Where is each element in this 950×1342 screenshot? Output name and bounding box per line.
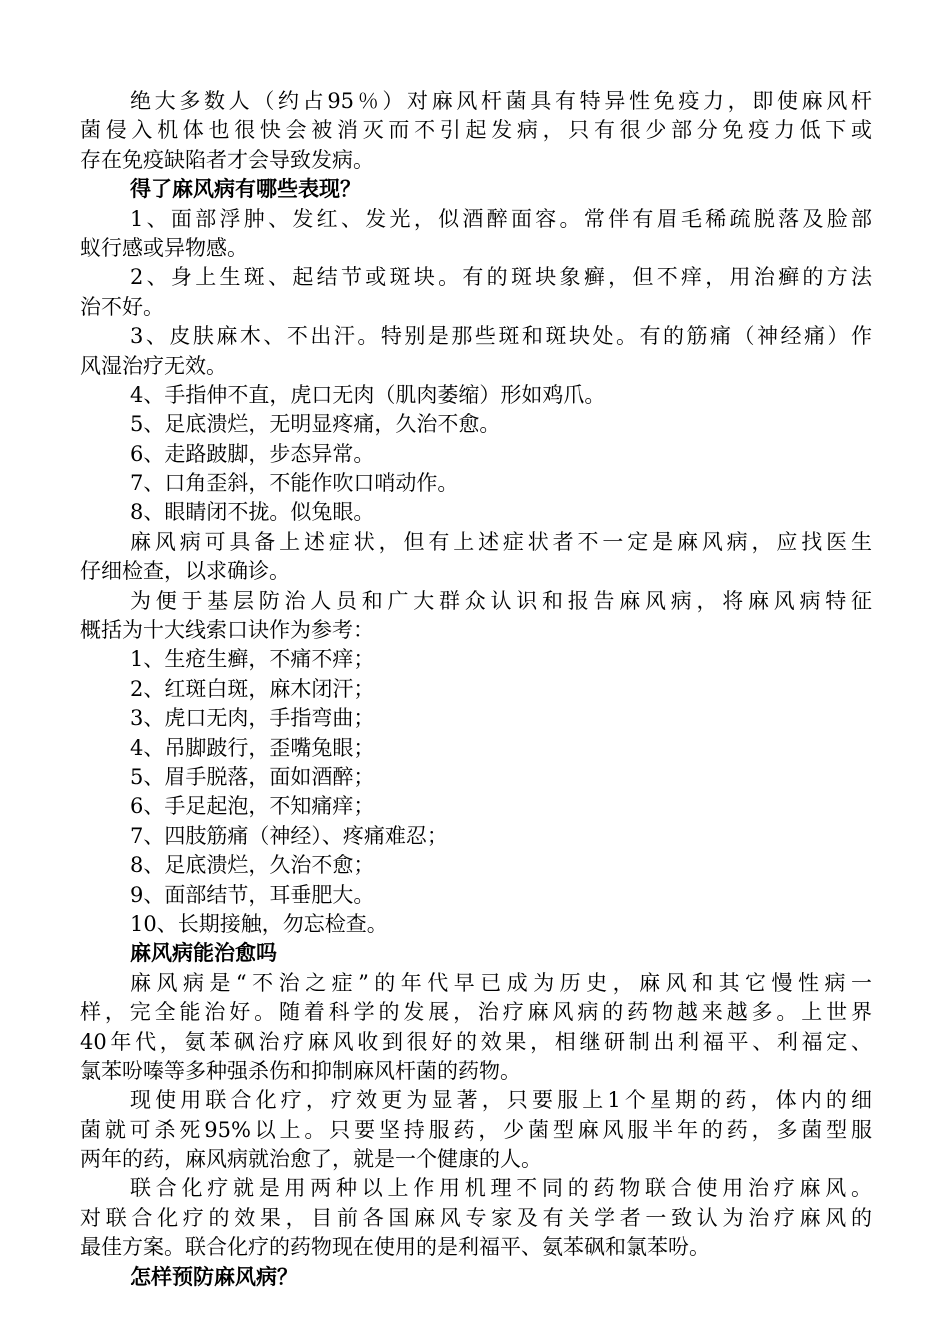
paragraph-line: 氯苯吩嗪等多种强杀伤和抑制麻风杆菌的药物。 (80, 1058, 521, 1083)
mnemonic-item: 7、四肢筋痛（神经）、疼痛难忍； (130, 823, 448, 848)
mnemonic-item: 9、面部结节，耳垂肥大。 (130, 882, 375, 907)
symptom-line: 蚁行感或异物感。 (80, 235, 248, 260)
mnemonic-item: 4、吊脚跛行，歪嘴兔眼； (130, 735, 375, 760)
mnemonic-item: 6、手足起泡，不知痛痒； (130, 794, 375, 819)
paragraph-line: 概括为十大线索口诀作为参考： (80, 618, 374, 643)
paragraph-line: 存在免疫缺陷者才会导致发病。 (80, 147, 374, 172)
paragraph-line: 两年的药，麻风病就治愈了，就是一个健康的人。 (80, 1147, 542, 1172)
mnemonic-item: 10、长期接触，勿忘检查。 (130, 911, 388, 936)
paragraph-line: 联合化疗就是用两种以上作用机理不同的药物联合使用治疗麻风。 (130, 1176, 872, 1201)
paragraph-line: 40年代，氨苯砜治疗麻风收到很好的效果，相继研制出利福平、利福定、 (80, 1029, 872, 1054)
symptom-line: 3、皮肤麻木、不出汗。特别是那些斑和斑块处。有的筋痛（神经痛）作 (130, 324, 872, 349)
symptom-line: 5、足底溃烂，无明显疼痛，久治不愈。 (130, 412, 501, 437)
symptom-line: 1、面部浮肿、发红、发光，似酒醉面容。常伴有眉毛稀疏脱落及脸部 (130, 206, 872, 231)
symptom-line: 风湿治疗无效。 (80, 353, 227, 378)
paragraph-line: 样，完全能治好。随着科学的发展，治疗麻风病的药物越来越多。上世界 (80, 1000, 872, 1025)
section-heading-symptoms: 得了麻风病有哪些表现？ (130, 177, 361, 202)
paragraph-line: 为便于基层防治人员和广大群众认识和报告麻风病，将麻风病特征 (130, 588, 872, 613)
paragraph-line: 麻风病可具备上述症状，但有上述症状者不一定是麻风病，应找医生 (130, 529, 872, 554)
section-heading-prevention: 怎样预防麻风病？ (130, 1264, 298, 1289)
symptom-line: 4、手指伸不直，虎口无肉（肌肉萎缩）形如鸡爪。 (130, 382, 606, 407)
document-page (80, 87, 872, 1292)
mnemonic-item: 8、足底溃烂，久治不愈； (130, 853, 375, 878)
section-heading-cure: 麻风病能治愈吗 (130, 941, 277, 966)
paragraph-line: 绝大多数人（约占95％）对麻风杆菌具有特异性免疫力，即使麻风杆 (130, 89, 872, 113)
symptom-line: 8、眼睛闭不拢。似兔眼。 (130, 500, 375, 525)
symptom-line: 7、口角歪斜，不能作吹口哨动作。 (130, 471, 459, 496)
symptom-line: 6、走路跛脚，步态异常。 (130, 441, 375, 466)
mnemonic-item: 3、虎口无肉，手指弯曲； (130, 706, 375, 731)
mnemonic-item: 5、眉手脱落，面如酒醉； (130, 764, 375, 789)
paragraph-line: 麻风病是“不治之症”的年代早已成为历史，麻风和其它慢性病一 (130, 970, 872, 995)
mnemonic-item: 2、红斑白斑，麻木闭汗； (130, 676, 375, 701)
paragraph-line: 菌就可杀死95%以上。只要坚持服药，少菌型麻风服半年的药，多菌型服 (80, 1117, 872, 1142)
mnemonic-item: 1、生疮生癣，不痛不痒； (130, 647, 375, 672)
paragraph-line: 最佳方案。联合化疗的药物现在使用的是利福平、氨苯砜和氯苯吩。 (80, 1235, 710, 1260)
paragraph-line: 菌侵入机体也很快会被消灭而不引起发病，只有很少部分免疫力低下或 (80, 118, 872, 143)
paragraph-line: 对联合化疗的效果，目前各国麻风专家及有关学者一致认为治疗麻风的 (80, 1205, 872, 1230)
symptom-line: 治不好。 (80, 294, 164, 319)
paragraph-line: 现使用联合化疗，疗效更为显著，只要服上1个星期的药，体内的细 (130, 1088, 872, 1113)
paragraph-line: 仔细检查，以求确诊。 (80, 559, 290, 584)
symptom-line: 2、身上生斑、起结节或斑块。有的斑块象癣，但不痒，用治癣的方法 (130, 265, 872, 290)
